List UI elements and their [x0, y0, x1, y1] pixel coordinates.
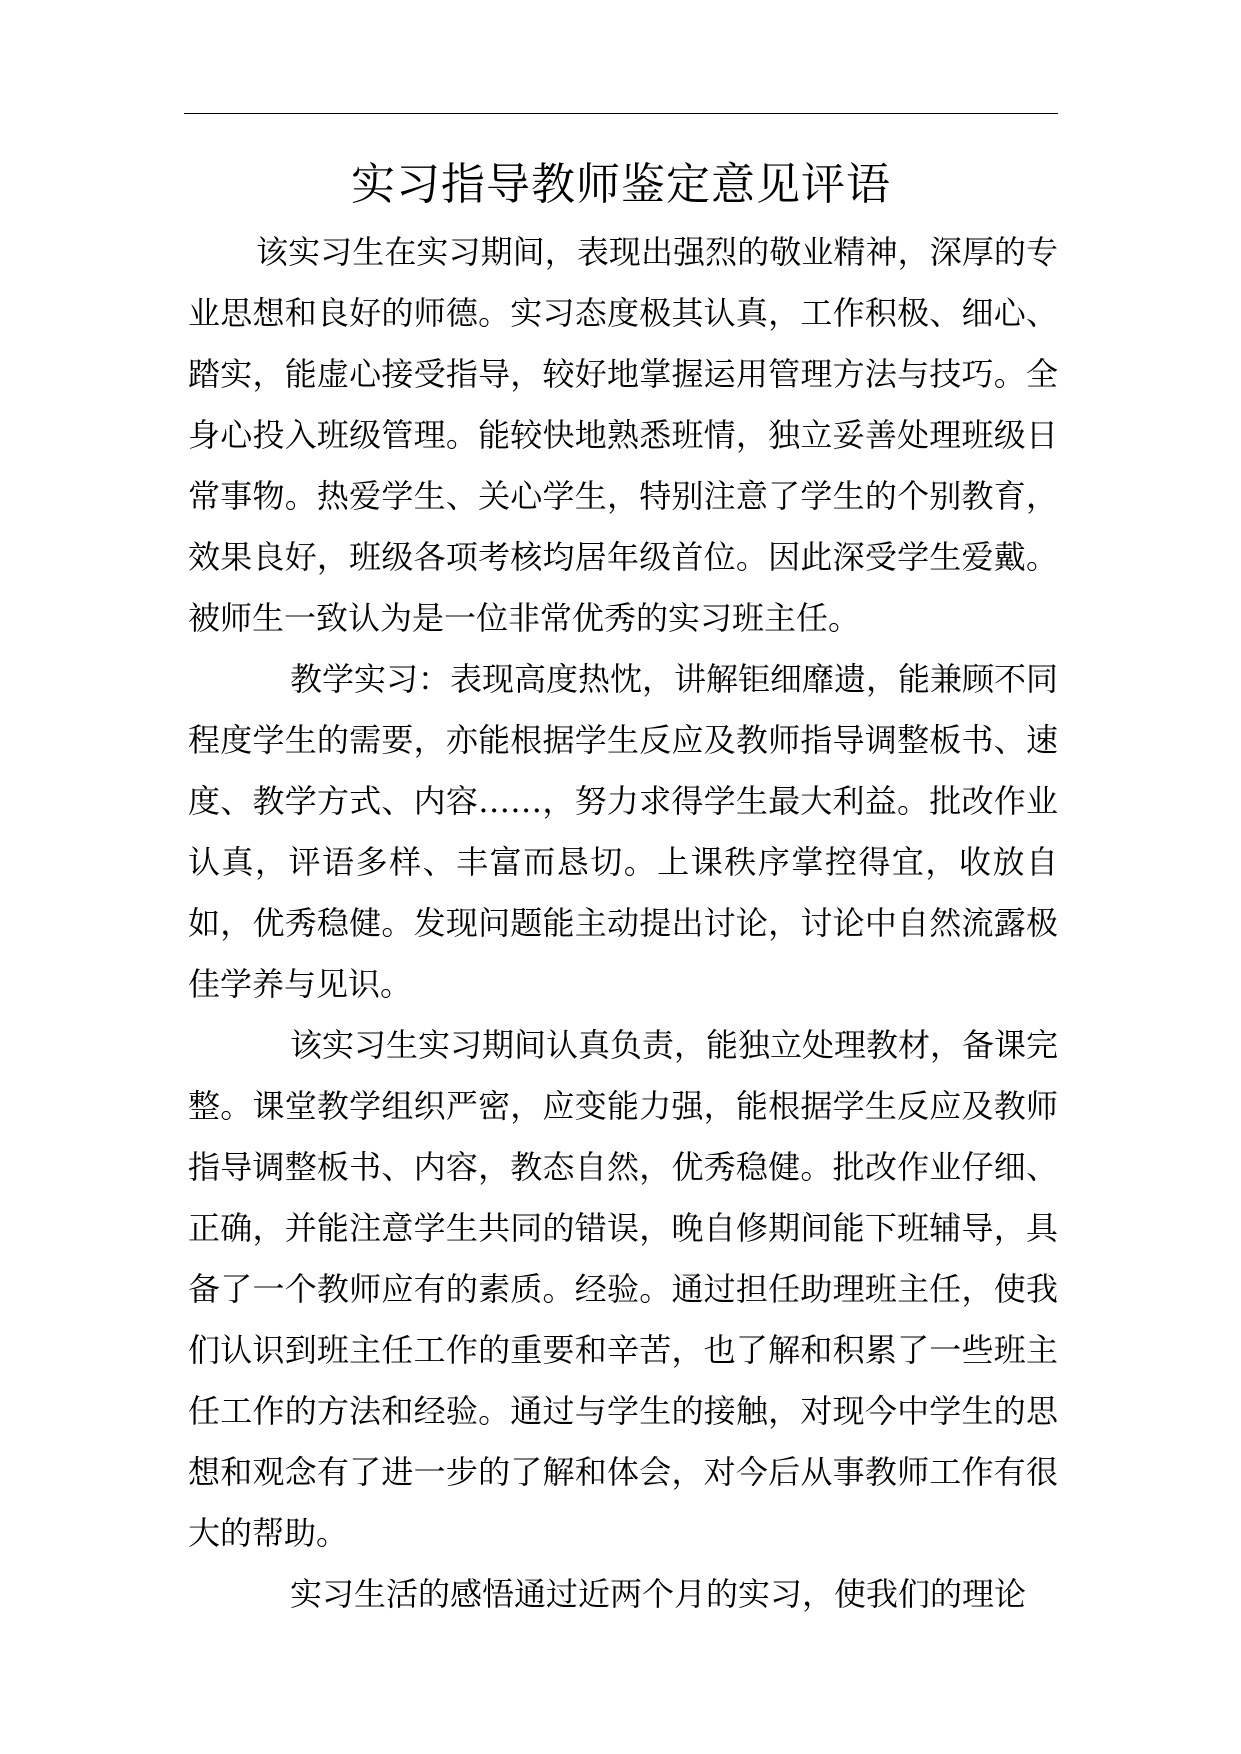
header-rule: [184, 113, 1058, 114]
paragraph-3: 该实习生实习期间认真负责，能独立处理教材，备课完整。课堂教学组织严密，应变能力强，能根据学生反应及教师指导调整板书、内容，教态自然，优秀稳健。批改作业仔细、正确，并能注意学生共同的错误，晚自修期间能下班辅导，具备了一个教师应有的素质。经验。通过担任助理班主任，使我们认识到班主任工作的重要和辛苦，也了解和积累了一些班主任工作的方法和经验。通过与学生的接触，对现今中学生的思想和观念有了进一步的了解和体会，对今后从事教师工作有很大的帮助。: [188, 1026, 1059, 1552]
document-title: 实习指导教师鉴定意见评语: [351, 159, 891, 210]
paragraph-1: 该实习生在实习期间，表现出强烈的敬业精神，深厚的专业思想和良好的师德。实习态度极其认真，工作积极、细心、踏实，能虚心接受指导，较好地掌握运用管理方法与技巧。全身心投入班级管理。能较快地熟悉班情，独立妥善处理班级日常事物。热爱学生、关心学生，特别注意了学生的个别教育，效果良好，班级各项考核均居年级首位。因此深受学生爱戴。被师生一致认为是一位非常优秀的实习班主任。: [188, 233, 1058, 637]
paragraph-2: 教学实习：表现高度热忱，讲解钜细靡遗，能兼顾不同程度学生的需要，亦能根据学生反应及教师指导调整板书、速度、教学方式、内容……，努力求得学生最大利益。批改作业认真，评语多样、丰富而恳切。上课秩序掌控得宜，收放自如，优秀稳健。发现问题能主动提出讨论，讨论中自然流露极佳学养与见识。: [188, 660, 1059, 1003]
paragraph-4: 实习生活的感悟通过近两个月的实习，使我们的理论: [290, 1575, 1027, 1613]
document-body: [188, 222, 1058, 1625]
